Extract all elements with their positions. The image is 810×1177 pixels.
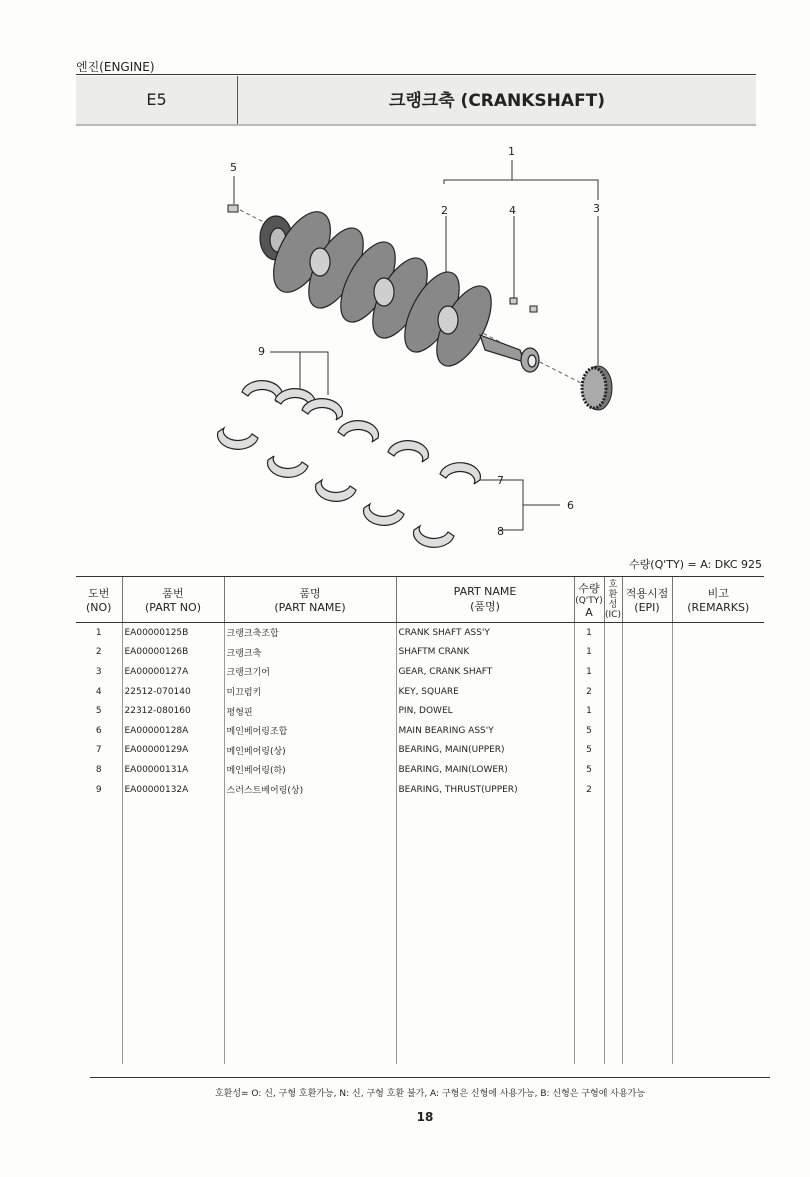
main-bearing-shells xyxy=(218,381,481,548)
callout-4: 4 xyxy=(509,204,516,217)
cell-qty: 2 xyxy=(574,682,604,702)
callout-8: 8 xyxy=(497,525,504,538)
cell-empty xyxy=(604,682,622,702)
cell-empty xyxy=(604,799,622,1064)
cell-empty xyxy=(672,799,764,1064)
cell-no: 3 xyxy=(95,666,102,677)
col-part-no: 품번 (PART NO) xyxy=(122,577,224,623)
top-rule xyxy=(76,74,756,75)
cell-name-ko: 미끄럼키 xyxy=(224,682,396,702)
cell-part-no: EA00000129A xyxy=(122,741,224,761)
cell-name-ko: 크랭크기어 xyxy=(224,662,396,682)
cell-no: 7 xyxy=(95,745,102,756)
square-key-icon-2 xyxy=(530,306,537,312)
cell-empty xyxy=(672,741,764,761)
cell-empty xyxy=(672,760,764,780)
table-row xyxy=(76,643,764,663)
cell-no: 2 xyxy=(95,647,102,658)
cell-empty xyxy=(604,741,622,761)
cell-no: 5 xyxy=(95,706,102,717)
col-epi: 적용시점 (EPI) xyxy=(622,577,672,623)
cell-name-ko: 크랭크축조합 xyxy=(224,623,396,643)
cell-empty xyxy=(622,780,672,800)
cell-empty xyxy=(672,780,764,800)
callout-6: 6 xyxy=(567,499,574,512)
callout-7: 7 xyxy=(497,474,504,487)
table-row xyxy=(76,760,764,780)
cell-part-no: EA00000132A xyxy=(122,780,224,800)
cell-empty xyxy=(122,799,224,1064)
col-ic: 호환성 (IC) xyxy=(604,577,622,623)
callout-bracket-1 xyxy=(444,180,598,200)
cell-part-no: 22512-070140 xyxy=(122,682,224,702)
cell-name-en: BEARING, THRUST(UPPER) xyxy=(396,780,574,800)
cell-name-ko: 크랭크축 xyxy=(224,643,396,663)
cell-empty xyxy=(604,701,622,721)
cell-empty xyxy=(672,682,764,702)
cell-empty xyxy=(672,623,764,643)
parts-table xyxy=(76,576,764,1064)
col-part-name: PART NAME (품명) xyxy=(396,577,574,623)
bottom-rule xyxy=(90,1077,770,1078)
cell-qty: 1 xyxy=(574,662,604,682)
section-label: 엔진(ENGINE) xyxy=(76,60,155,74)
table-filler-row xyxy=(76,799,764,1064)
parts-table-body xyxy=(76,623,764,1065)
cell-empty xyxy=(622,623,672,643)
table-row xyxy=(76,701,764,721)
cell-no: 9 xyxy=(95,784,102,795)
cell-no: 4 xyxy=(95,686,102,697)
crankshaft-icon xyxy=(260,203,539,374)
cell-name-ko: 메인베어링조합 xyxy=(224,721,396,741)
cell-no: 1 xyxy=(95,627,102,638)
cell-part-no: EA00000126B xyxy=(122,643,224,663)
cell-part-no: EA00000127A xyxy=(122,662,224,682)
cell-empty xyxy=(604,662,622,682)
callout-2: 2 xyxy=(441,204,448,217)
dowel-pin-icon xyxy=(228,205,238,212)
cell-empty xyxy=(604,721,622,741)
cell-qty: 2 xyxy=(574,780,604,800)
cell-empty xyxy=(574,799,604,1064)
cell-name-ko: 메인베어링(상) xyxy=(224,741,396,761)
table-row xyxy=(76,682,764,702)
cell-empty xyxy=(76,799,122,1064)
cell-empty xyxy=(672,643,764,663)
table-row xyxy=(76,780,764,800)
cell-empty xyxy=(622,643,672,663)
callout-5: 5 xyxy=(230,161,237,174)
cell-part-no: 22312-080160 xyxy=(122,701,224,721)
cell-qty: 1 xyxy=(574,701,604,721)
cell-empty xyxy=(224,799,396,1064)
cell-empty xyxy=(604,760,622,780)
cell-name-en: GEAR, CRANK SHAFT xyxy=(396,662,574,682)
cell-name-ko: 메인베어링(하) xyxy=(224,760,396,780)
cell-empty xyxy=(672,662,764,682)
cell-name-en: KEY, SQUARE xyxy=(396,682,574,702)
cell-name-ko: 평형핀 xyxy=(224,701,396,721)
col-part-name-ko: 품명 (PART NAME) xyxy=(224,577,396,623)
cell-name-en: BEARING, MAIN(LOWER) xyxy=(396,760,574,780)
cell-part-no: EA00000131A xyxy=(122,760,224,780)
cell-part-no: EA00000125B xyxy=(122,623,224,643)
callout-3: 3 xyxy=(593,202,600,215)
square-key-icon xyxy=(510,298,517,304)
cell-empty xyxy=(622,662,672,682)
callout-9: 9 xyxy=(258,345,265,358)
thrust-bearing-upper-2 xyxy=(302,399,342,420)
cell-name-en: MAIN BEARING ASS'Y xyxy=(396,721,574,741)
table-row xyxy=(76,662,764,682)
table-row xyxy=(76,623,764,643)
cell-empty xyxy=(622,682,672,702)
cell-name-ko: 스러스트베어링(상) xyxy=(224,780,396,800)
cell-empty xyxy=(622,721,672,741)
cell-name-en: PIN, DOWEL xyxy=(396,701,574,721)
cell-name-en: BEARING, MAIN(UPPER) xyxy=(396,741,574,761)
cell-name-en: SHAFTM CRANK xyxy=(396,643,574,663)
cell-empty xyxy=(396,799,574,1064)
cell-empty xyxy=(672,701,764,721)
cell-qty: 5 xyxy=(574,741,604,761)
cell-empty xyxy=(622,741,672,761)
cell-no: 8 xyxy=(95,764,102,775)
callout-1: 1 xyxy=(508,145,515,158)
col-remarks: 비고 (REMARKS) xyxy=(672,577,764,623)
cell-empty xyxy=(622,760,672,780)
cell-empty xyxy=(672,721,764,741)
cell-empty xyxy=(604,643,622,663)
cell-qty: 1 xyxy=(574,623,604,643)
compatibility-footnote: 호환성= O: 신, 구형 호환가능, N: 신, 구형 호환 불가, A: 구형은 신형에 사용가능, B: 신형은 구형에 사용가능 xyxy=(214,1089,646,1099)
cell-qty: 1 xyxy=(574,643,604,663)
crank-gear-icon xyxy=(582,366,612,410)
cell-qty: 5 xyxy=(574,721,604,741)
table-row xyxy=(76,721,764,741)
cell-empty xyxy=(622,701,672,721)
section-code: E5 xyxy=(146,90,167,109)
cell-qty: 5 xyxy=(574,760,604,780)
quantity-note: 수량(Q'TY) = A: DKC 925 xyxy=(629,558,762,571)
page-number: 18 xyxy=(416,1110,434,1124)
cell-part-no: EA00000128A xyxy=(122,721,224,741)
cell-empty xyxy=(622,799,672,1064)
crankshaft-exploded-diagram xyxy=(180,140,630,550)
col-no: 도번 (NO) xyxy=(76,577,122,623)
page-title: 크랭크축 (CRANKSHAFT) xyxy=(388,91,606,111)
cell-empty xyxy=(604,623,622,643)
col-qty: 수량 (Q'TY) A xyxy=(574,577,604,623)
table-row xyxy=(76,741,764,761)
cell-no: 6 xyxy=(95,725,102,736)
cell-empty xyxy=(604,780,622,800)
leader-6-bracket xyxy=(478,480,523,530)
cell-name-en: CRANK SHAFT ASS'Y xyxy=(396,623,574,643)
